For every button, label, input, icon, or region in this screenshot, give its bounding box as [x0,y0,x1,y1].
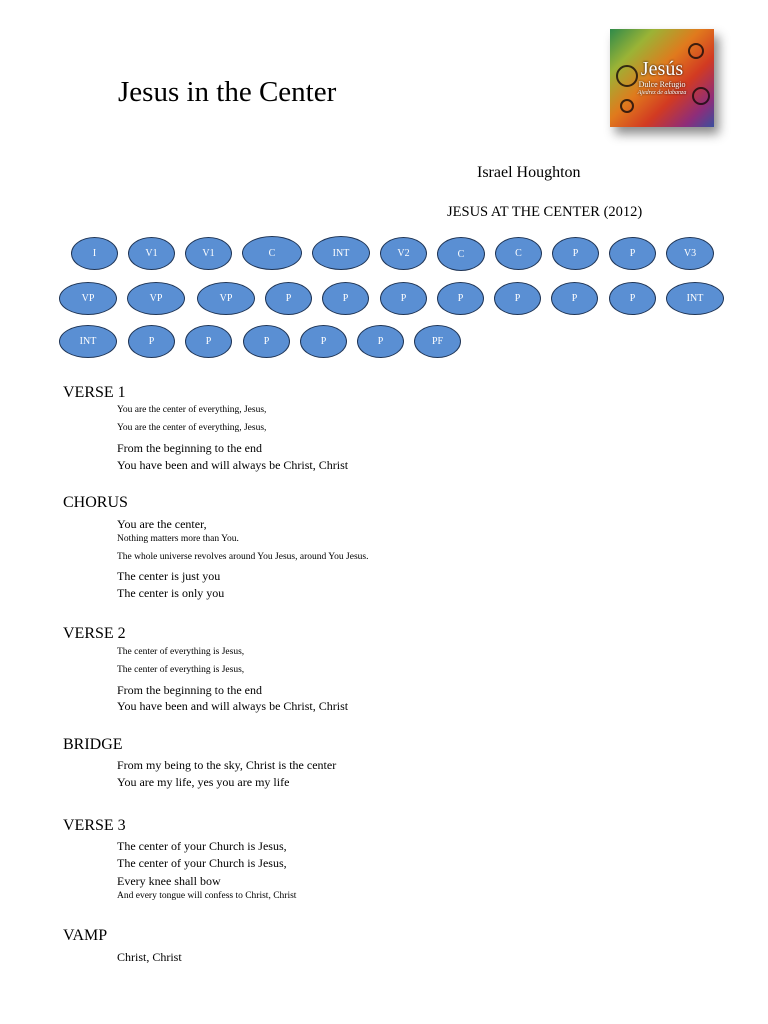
structure-oval: P [265,282,312,315]
structure-oval: P [609,282,656,315]
structure-oval: VP [197,282,255,315]
structure-oval: V3 [666,237,714,270]
cover-tagline: Ajedrez de alabanza [637,90,687,96]
artist-name: Israel Houghton [477,164,581,181]
section-heading: VAMP [63,927,108,944]
section-heading: VERSE 3 [63,817,126,834]
structure-oval: P [300,325,347,358]
lyric-line: You have been and will always be Christ, Christ [117,699,349,713]
lyric-line: Every knee shall bow [117,874,221,888]
structure-oval: P [609,237,656,270]
structure-oval: P [185,325,232,358]
structure-oval: VP [127,282,185,315]
structure-oval: P [380,282,427,315]
lyric-line: You are the center of everything, Jesus, [117,405,267,415]
structure-oval: V2 [380,237,427,270]
structure-oval: P [128,325,175,358]
structure-oval: INT [59,325,117,358]
lyric-line: The center of everything is Jesus, [117,647,245,657]
structure-oval: P [494,282,541,315]
lyric-line: You are the center of everything, Jesus, [117,423,267,433]
lyric-line: You are my life, yes you are my life [117,775,290,789]
structure-oval: P [551,282,598,315]
cover-subtitle: Dulce Refugio [638,80,686,89]
structure-oval: I [71,237,118,270]
section-heading: VERSE 2 [63,625,126,642]
lyric-line: The whole universe revolves around You Jesus, around You Jesus. [117,552,369,562]
structure-oval: INT [666,282,724,315]
lyric-line: From the beginning to the end [117,441,262,455]
structure-oval: V1 [185,237,232,270]
song-structure [0,0,768,380]
lyric-line: The center is just you [117,569,221,583]
section-heading: VERSE 1 [63,384,126,401]
structure-oval: V1 [128,237,175,270]
structure-oval: P [322,282,369,315]
section-heading: CHORUS [63,494,128,511]
lyric-line: From my being to the sky, Christ is the center [117,758,337,772]
section-heading: BRIDGE [63,736,123,753]
structure-oval: P [437,282,484,315]
cover-title: Jesús [640,58,684,80]
lyric-line: The center of your Church is Jesus, [117,839,287,853]
structure-oval: C [242,236,302,270]
album-name: JESUS AT THE CENTER (2012) [447,204,643,220]
lyric-line: You have been and will always be Christ, Christ [117,458,349,472]
lyric-line: You are the center, [117,517,207,531]
song-title: Jesus in the Center [118,76,337,108]
lyric-line: The center of your Church is Jesus, [117,856,287,870]
lyric-line: The center of everything is Jesus, [117,665,245,675]
structure-oval: C [495,237,542,270]
lyric-line: Christ, Christ [117,950,182,964]
structure-oval: C [437,237,485,271]
lyric-line: From the beginning to the end [117,683,262,697]
lyric-line: And every tongue will confess to Christ, Christ [117,891,297,901]
structure-oval: P [243,325,290,358]
structure-oval: P [357,325,404,358]
structure-oval: P [552,237,599,270]
structure-oval: PF [414,325,461,358]
structure-oval: INT [312,236,370,270]
lyric-line: The center is only you [117,586,225,600]
lyric-line: Nothing matters more than You. [117,534,239,544]
structure-oval: VP [59,282,117,315]
